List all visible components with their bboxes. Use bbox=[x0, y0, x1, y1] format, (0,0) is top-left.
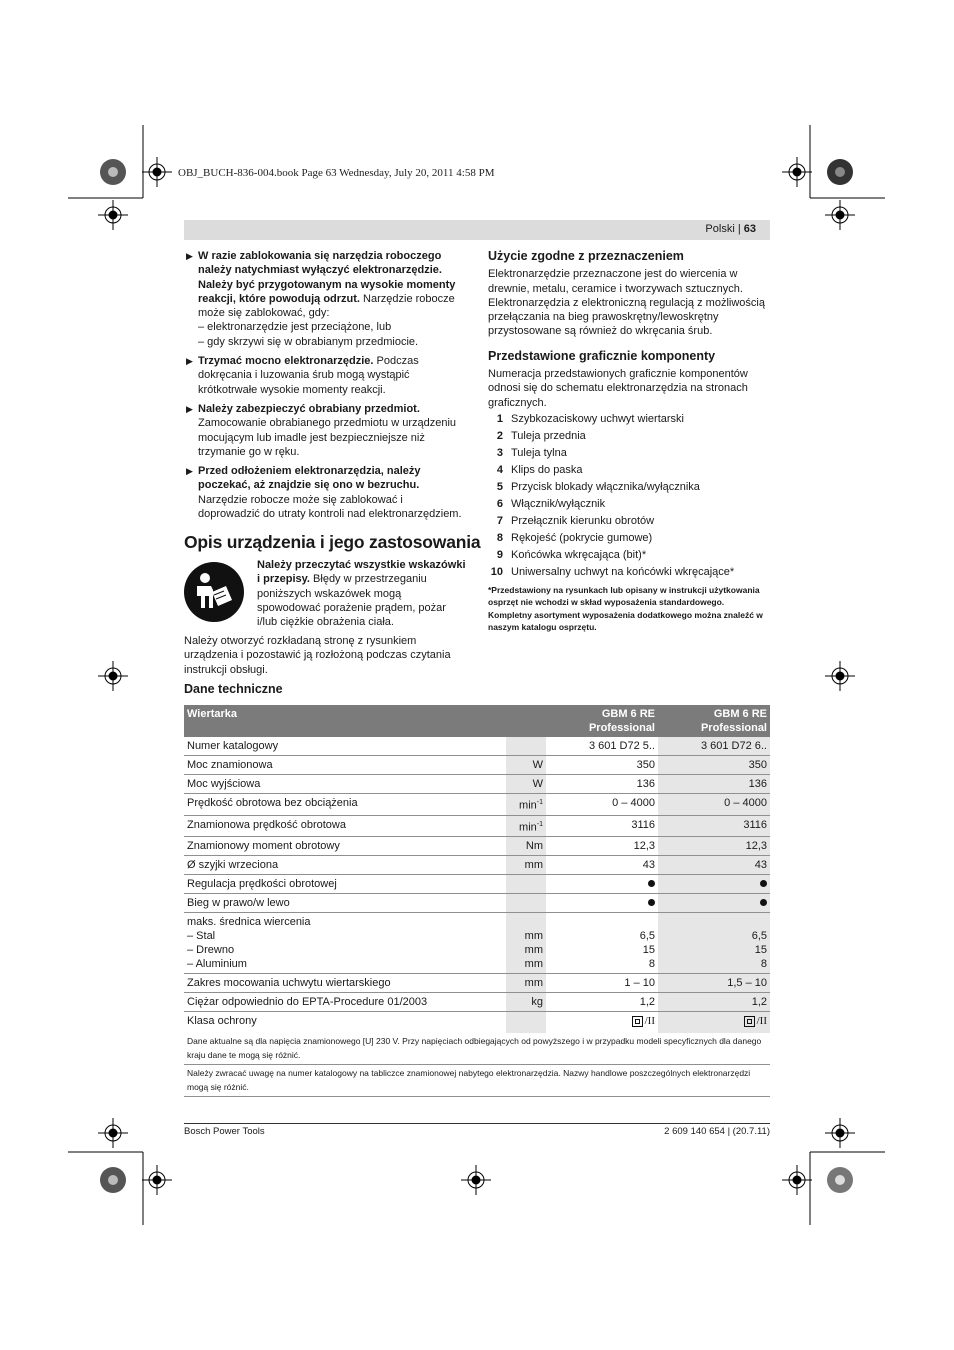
protection-class-icon: /II bbox=[744, 1014, 767, 1028]
bullet-extra: – elektronarzędzie jest przeciążone, lub bbox=[198, 321, 392, 334]
list-item: 9 Końcówka wkręcająca (bit)* bbox=[496, 548, 647, 561]
use-title: Użycie zgodne z przeznaczeniem bbox=[488, 249, 684, 263]
feature-dot-icon bbox=[760, 880, 767, 887]
footer-left: Bosch Power Tools bbox=[184, 1126, 265, 1137]
bullet-bold: Przed odłożeniem elektronarzędzia, należy poczekać, aż znajdzie się ono w bezruchu. bbox=[198, 465, 421, 492]
table-row: Regulacja prędkości obrotowej bbox=[184, 875, 770, 894]
bullet-triangle-icon: ▶ bbox=[186, 403, 193, 414]
right-column bbox=[488, 249, 770, 634]
header-col1: Wiertarka bbox=[184, 705, 506, 737]
bullet-triangle-icon: ▶ bbox=[186, 356, 193, 367]
table-row: Numer katalogowy 3 601 D72 5.. 3 601 D72 6.. bbox=[184, 737, 770, 756]
bullet-extra: – gdy skrzywi się w obrabianym przedmiocie. bbox=[198, 335, 419, 348]
feature-dot-icon bbox=[760, 899, 767, 906]
footer-divider bbox=[184, 1123, 770, 1124]
table-row: maks. średnica wiercenia – Stal – Drewno – Aluminium mm mm mm 6,5 15 8 6,5 15 8 bbox=[184, 913, 770, 974]
table-row: Znamionowa prędkość obrotowa $\min^{-1}$ 3116 3116 bbox=[184, 815, 770, 837]
table-header-row bbox=[184, 705, 770, 737]
warning-text bbox=[257, 558, 467, 629]
list-item: 1 Szybkozaciskowy uchwyt wiertarski bbox=[496, 412, 684, 425]
tech-table bbox=[184, 705, 770, 1033]
page-header-bar bbox=[184, 220, 770, 240]
fold-out-note: Należy otworzyć rozkładaną stronę z rysunkiem urządzenia i pozostawić ją rozłożoną podczas czytania instrukcji obsługi. bbox=[184, 635, 451, 676]
tech-table-wrap bbox=[184, 705, 770, 1097]
list-item: 5 Przycisk blokady włącznika/wyłącznika bbox=[496, 480, 700, 493]
page-header bbox=[705, 223, 756, 235]
footer-right: 2 609 140 654 | (20.7.11) bbox=[664, 1126, 770, 1137]
bullet-bold: W razie zablokowania się narzędzia roboczego należy natychmiast wyłączyć elektronarzędzie. Należy być przygotowanym na wysokie momenty reakcji, które powodują odrzut. bbox=[198, 250, 456, 305]
list-item: 8 Rękojeść (pokrycie gumowe) bbox=[496, 531, 653, 544]
feature-dot-icon bbox=[648, 899, 655, 906]
list-item: 4 Klips do paska bbox=[496, 463, 583, 476]
table-note: Dane aktualne są dla napięcia znamionowego [U] 230 V. Przy napięciach odbiegających od powyższego i w przypadku modeli specyficznych dla danego kraju dane te mogą się różnić. bbox=[184, 1033, 770, 1065]
header-col4: GBM 6 RE Professional bbox=[658, 705, 770, 737]
bullet-text: Zamocowanie obrabianego przedmiotu w urządzeniu mocującym lub imadle jest bezpieczniejsze niż trzymanie go w ręku. bbox=[198, 417, 457, 458]
components-title: Przedstawione graficznie komponenty bbox=[488, 348, 716, 363]
bullet-bold: Trzymać mocno elektronarzędzie. bbox=[198, 355, 374, 368]
bullet-bold: Należy zabezpieczyć obrabiany przedmiot. bbox=[198, 402, 420, 415]
language-label: Polski bbox=[705, 223, 735, 235]
list-item: 10 Uniwersalny uchwyt na końcówki wkręcające* bbox=[490, 565, 735, 578]
safety-bullet bbox=[184, 464, 464, 521]
page-number: 63 bbox=[743, 223, 756, 235]
table-row: Zakres mocowania uchwytu wiertarskiego mm 1 – 10 1,5 – 10 bbox=[184, 974, 770, 993]
footnote: *Przedstawiony na rysunkach lub opisany w instrukcji użytkowania osprzęt nie wchodzi w skład wyposażenia standardowego. Kompletny asortyment wyposażenia dodatkowego można znaleźć w naszym katalogu osprzętu. bbox=[488, 584, 763, 633]
bullet-triangle-icon: ▶ bbox=[186, 251, 193, 261]
table-row: Ciężar odpowiednio do EPTA-Procedure 01/2003 kg 1,2 1,2 bbox=[184, 993, 770, 1012]
print-header: OBJ_BUCH-836-004.book Page 63 Wednesday, July 20, 2011 4:58 PM bbox=[178, 167, 495, 179]
table-row: Klasa ochrony /II /II bbox=[184, 1012, 770, 1033]
table-row: Znamionowy moment obrotowy Nm 12,3 12,3 bbox=[184, 837, 770, 856]
list-item: 7 Przełącznik kierunku obrotów bbox=[496, 514, 655, 527]
read-manual-icon bbox=[184, 562, 244, 627]
header-separator: | bbox=[734, 223, 744, 235]
list-item: 2 Tuleja przednia bbox=[496, 429, 586, 442]
protection-class-icon: /II bbox=[632, 1014, 655, 1028]
components-list bbox=[488, 411, 770, 581]
use-text: Elektronarzędzie przeznaczone jest do wiercenia w drewnie, metalu, ceramice i tworzywach sztucznych. Elektronarzędzia z elektroniczną regulacją z możliwością przełączania na bieg prawoskrętny/lewoskrętny przystosowane są również do wkręcania śrub. bbox=[488, 268, 765, 338]
bullet-text: Narzędzie robocze może się zablokować i doprowadzić do utraty kontroli nad elektronarzędziem. bbox=[198, 493, 462, 521]
safety-bullet bbox=[184, 402, 464, 459]
list-item: 3 Tuleja tylna bbox=[496, 446, 567, 459]
list-item: 6 Włącznik/wyłącznik bbox=[496, 497, 606, 510]
bullet-text: Podczas dokręcania i luzowania śrub mogą wystąpić krótkotrwałe wysokie momenty reakcji. bbox=[198, 355, 419, 396]
bullet-text: Narzędzie robocze może się zablokować, gdy: bbox=[198, 292, 455, 320]
table-row: Bieg w prawo/w lewo bbox=[184, 894, 770, 913]
warning-body: Błędy w przestrzeganiu poniższych wskazówek mogą spowodować porażenie prądem, pożar i/lub ciężkie obrażenia ciała. bbox=[257, 573, 446, 629]
table-row: Moc wyjściowa W 136 136 bbox=[184, 775, 770, 794]
safety-bullet bbox=[184, 354, 464, 397]
section-title: Opis urządzenia i jego zastosowania bbox=[184, 532, 481, 552]
warning-bold: Należy przeczytać wszystkie wskazówki i przepisy. bbox=[257, 559, 466, 586]
header-unit bbox=[506, 705, 546, 737]
bullet-triangle-icon: ▶ bbox=[186, 466, 193, 477]
feature-dot-icon bbox=[648, 880, 655, 887]
components-text: Numeracja przedstawionych graficznie komponentów odnosi się do schematu elektronarzędzia na stronach graficznych. bbox=[488, 368, 748, 409]
left-column bbox=[184, 249, 464, 526]
table-row: Prędkość obrotowa bez obciążenia $\min^{-1}$ 0 – 4000 0 – 4000 bbox=[184, 794, 770, 816]
safety-bullet bbox=[184, 249, 464, 349]
table-row: Moc znamionowa W 350 350 bbox=[184, 756, 770, 775]
table-note: Należy zwracać uwagę na numer katalogowy na tabliczce znamionowej nabytego elektronarzędzia. Nazwy handlowe poszczególnych elektronarzędzi mogą się różnić. bbox=[184, 1065, 770, 1097]
tech-title: Dane techniczne bbox=[184, 682, 283, 696]
table-row: Ø szyjki wrzeciona mm 43 43 bbox=[184, 856, 770, 875]
header-col3: GBM 6 RE Professional bbox=[546, 705, 658, 737]
